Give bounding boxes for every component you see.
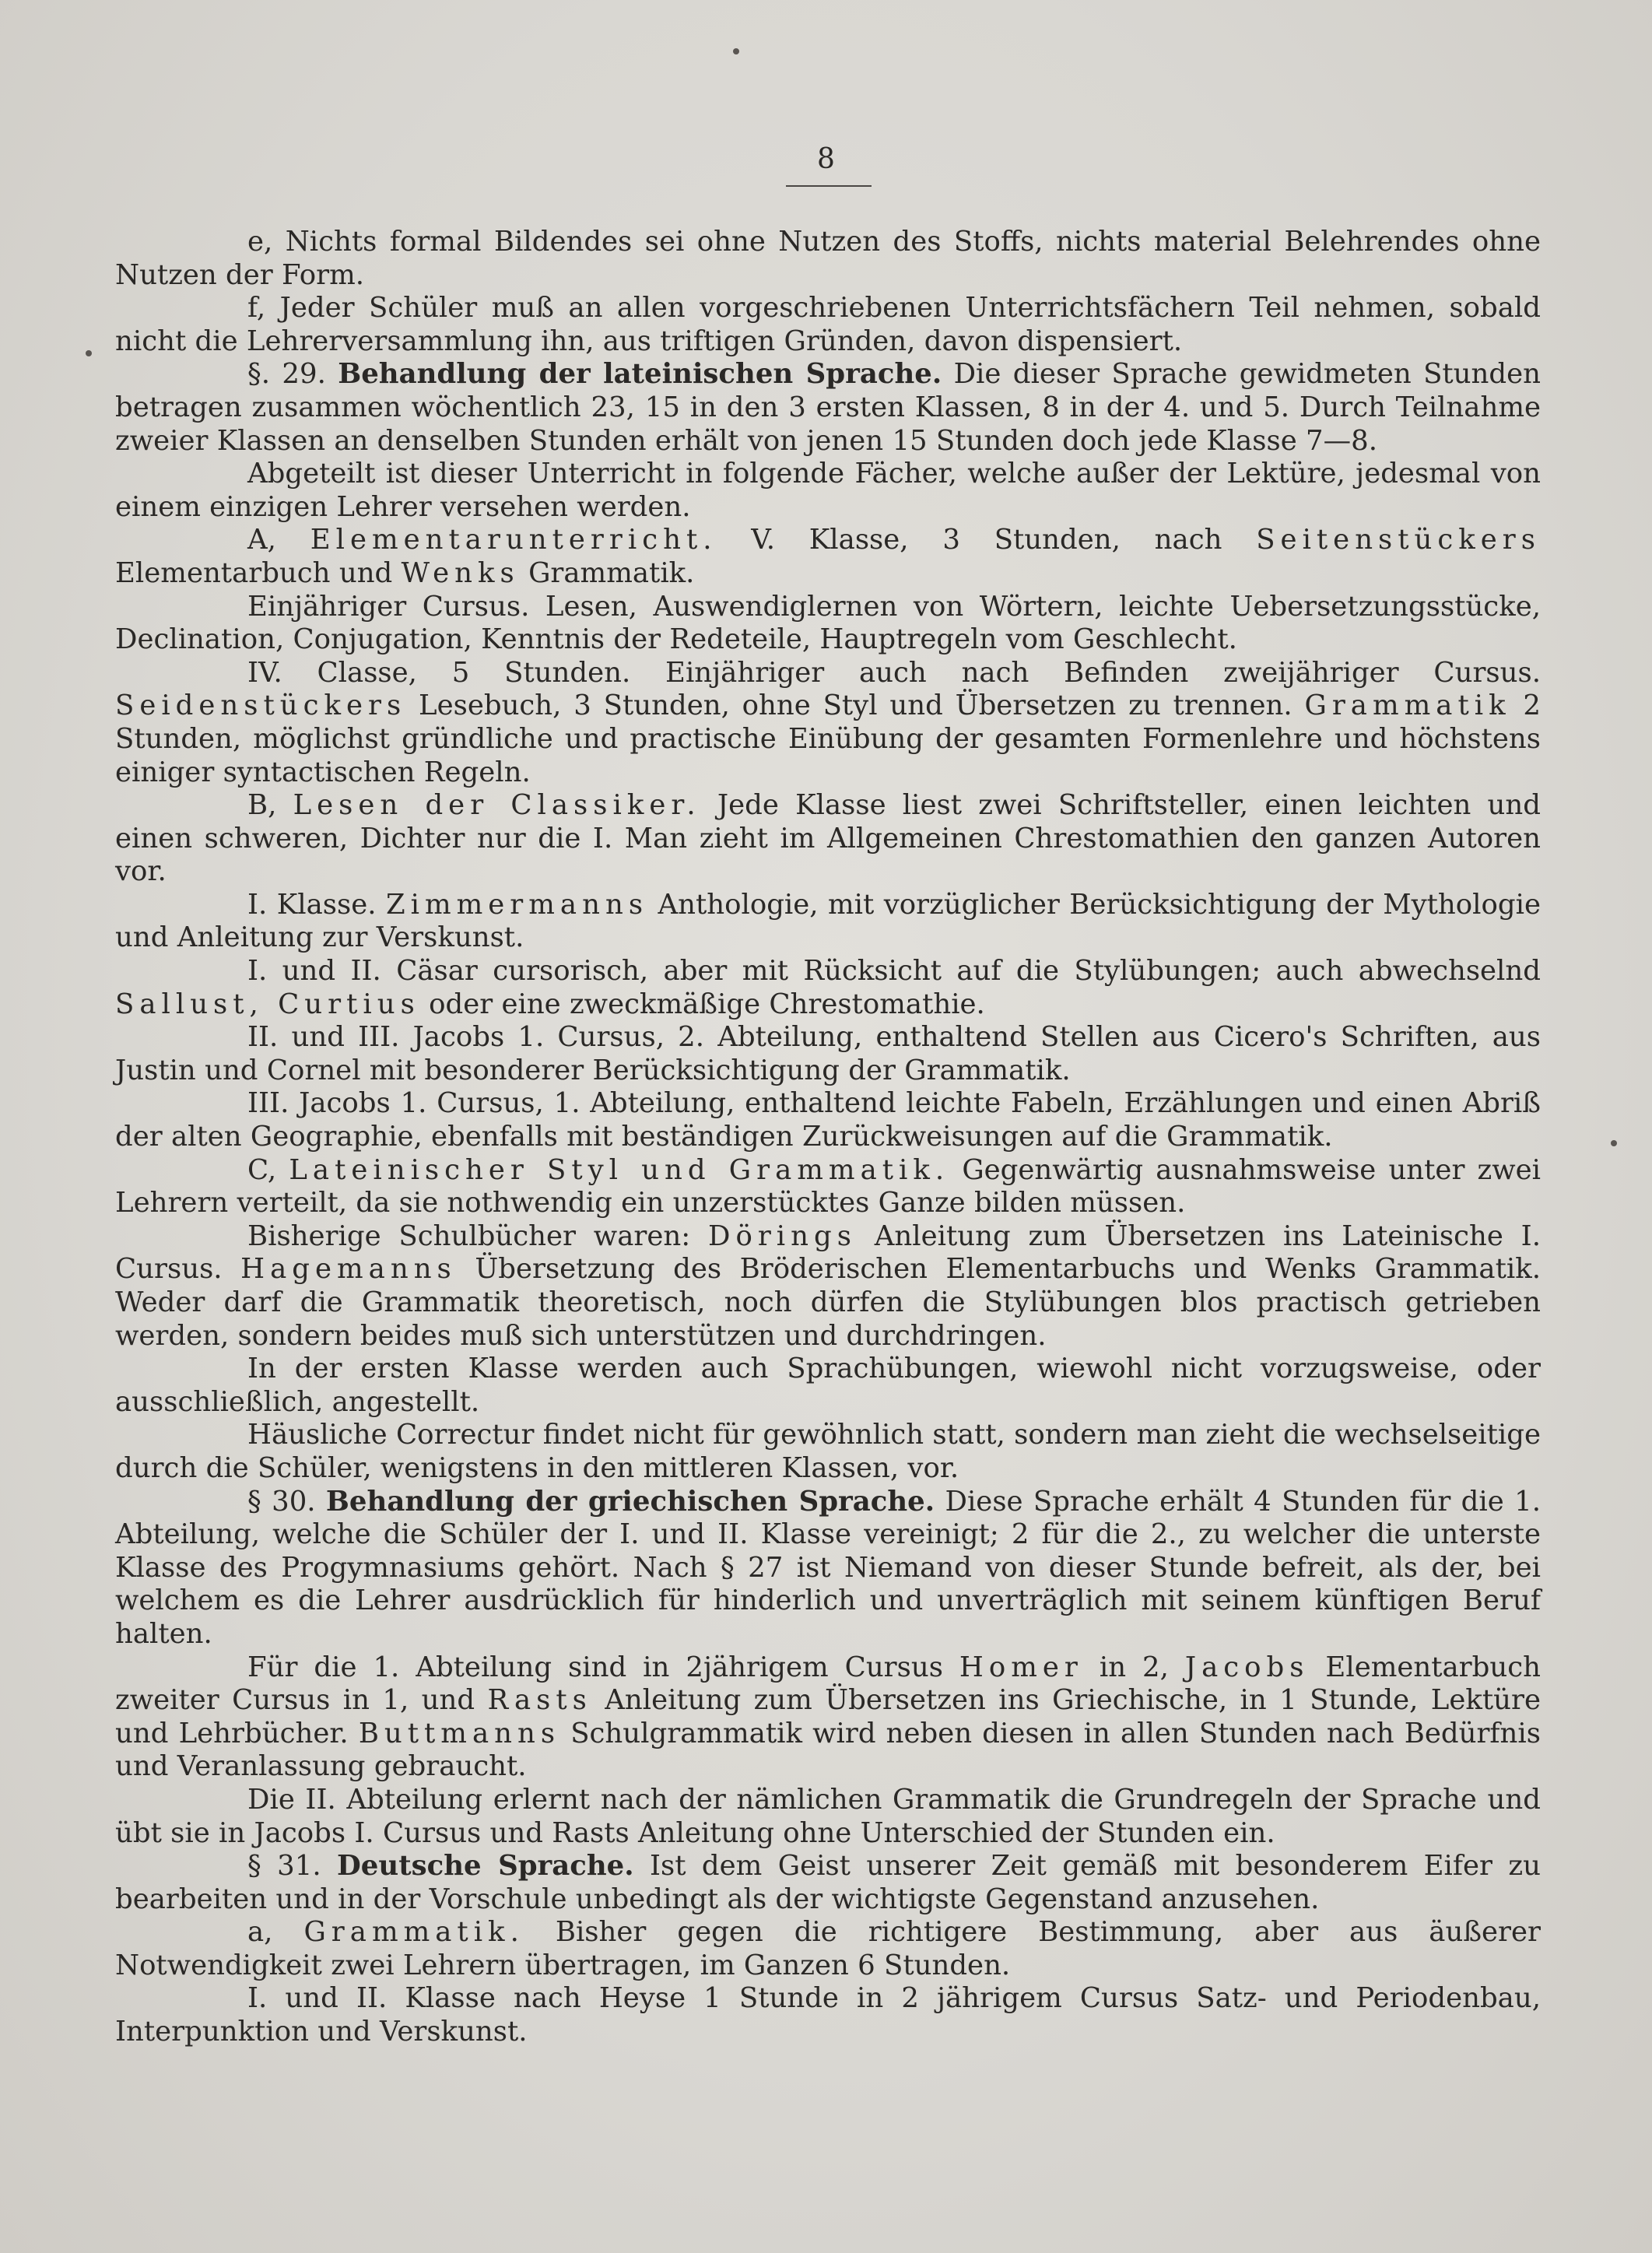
spaced-emphasis: Seitenstückers: [1256, 524, 1541, 556]
spaced-emphasis: Jacobs: [1184, 1651, 1310, 1683]
section-heading: Deutsche Sprache.: [337, 1850, 634, 1883]
paragraph: [115, 1353, 1541, 1419]
text-run: Elementarbuch zweiter Cursus in 1, und: [115, 1651, 1541, 1717]
text-run: Übersetzung des Bröderischen Elementarbuchs und Wenks Grammatik. Weder darf die Grammatik theoretisch, noch dürfen die Stylübungen blos practisch getrieben werden, sondern beides muß sich unterstützen und durchdringen.: [115, 1253, 1541, 1352]
text-run: Gegenwärtig ausnahmsweise unter zwei Lehrern verteilt, da sie nothwendig ein unzerstücktes Ganze bilden müssen.: [115, 1153, 1542, 1219]
paragraph: [115, 458, 1541, 524]
text-run: A,: [247, 524, 310, 556]
spaced-emphasis: Sallust, Curtius: [115, 988, 420, 1020]
paragraph: [115, 1982, 1541, 2048]
text-run: III. Jacobs 1. Cursus, 1. Abteilung, enthaltend leichte Fabeln, Erzählungen und einen Abriß der alten Geographie, ebenfalls mit beständigen Zurückweisungen auf die Grammatik.: [115, 1087, 1541, 1153]
text-run: Grammatik.: [519, 556, 695, 589]
text-run: I. und II. Cäsar cursorisch, aber mit Rücksicht auf die Stylübungen; auch abwechselnd: [247, 955, 1541, 988]
paragraph: [115, 955, 1541, 1021]
paragraph: [115, 1021, 1541, 1087]
print-speck: [86, 350, 92, 356]
page-number-rule: [786, 185, 872, 187]
spaced-emphasis: Seidenstückers: [115, 690, 407, 722]
spaced-emphasis: Homer: [959, 1651, 1083, 1683]
text-run: C,: [247, 1153, 289, 1186]
text-run: § 30.: [247, 1485, 326, 1518]
text-run: Bisher gegen die richtigere Bestimmung, aber aus äußerer Notwendigkeit zwei Lehrern übertragen, im Ganzen 6 Stunden.: [115, 1916, 1542, 1981]
spaced-emphasis: Dörings: [707, 1219, 857, 1252]
paragraph: [115, 1916, 1541, 1982]
paragraph: [115, 292, 1541, 358]
spaced-emphasis: Lateinischer Styl und Grammatik.: [289, 1153, 950, 1186]
paragraph: [115, 1087, 1541, 1153]
paragraph: [115, 524, 1541, 590]
text-run: f, Jeder Schüler muß an allen vorgeschriebenen Unterrichtsfächern Teil nehmen, sobald nicht die Lehrerversammlung ihn, aus triftigen Gründen, davon dispensiert.: [115, 292, 1541, 357]
paragraph: [115, 1784, 1541, 1850]
paragraph: [115, 226, 1541, 292]
text-run: Die dieser Sprache gewidmeten Stunden betragen zusammen wöchentlich 23, 15 in den 3 ersten Klassen, 8 in der 4. und 5. Durch Teilnahme zweier Klassen an denselben Stunden erhält von jenen 15 Stunden doch jede Klasse 7—8.: [115, 358, 1541, 457]
spaced-emphasis: Lesen der Classiker.: [293, 789, 701, 822]
spaced-emphasis: Elementarunterricht.: [310, 524, 717, 556]
page-number: 8: [817, 143, 835, 175]
text-run: 2 Stunden, möglichst gründliche und practische Einübung der gesamten Formenlehre und höchstens einiger syntactischen Regeln.: [115, 690, 1541, 788]
paragraph: [115, 657, 1541, 789]
text-run: V. Klasse, 3 Stunden, nach: [717, 524, 1257, 556]
paragraph: [115, 1850, 1541, 1916]
body-text: [115, 226, 1541, 2049]
section-heading: Behandlung der lateinischen Sprache.: [338, 358, 942, 391]
paragraph: [115, 1220, 1541, 1353]
section-heading: Behandlung der griechischen Sprache.: [325, 1485, 935, 1518]
text-run: Anthologie, mit vorzüglicher Berücksichtigung der Mythologie und Anleitung zur Verskunst.: [115, 888, 1541, 954]
text-run: Schulgrammatik wird neben diesen in allen Stunden nach Bedürfnis und Veranlassung gebraucht.: [115, 1717, 1541, 1783]
text-run: II. und III. Jacobs 1. Cursus, 2. Abteilung, enthaltend Stellen aus Cicero's Schriften, aus Justin und Cornel mit besonderer Berücksichtigung der Grammatik.: [115, 1021, 1541, 1086]
paragraph: [115, 789, 1541, 889]
text-run: Lesebuch, 3 Stunden, ohne Styl und Übersetzen zu trennen.: [406, 690, 1305, 722]
text-run: Jede Klasse liest zwei Schriftsteller, einen leichten und einen schweren, Dichter nur die I. Man zieht im Allgemeinen Chrestomathien den ganzen Autoren vor.: [115, 789, 1541, 888]
text-run: Häusliche Correctur findet nicht für gewöhnlich statt, sondern man zieht die wechselseitige durch die Schüler, wenigstens in den mittleren Klassen, vor.: [115, 1419, 1541, 1484]
text-run: §. 29.: [247, 358, 338, 391]
paragraph: [115, 889, 1541, 955]
text-run: in 2,: [1082, 1651, 1185, 1683]
text-run: Die II. Abteilung erlernt nach der nämlichen Grammatik die Grundregeln der Sprache und übt sie in Jacobs I. Cursus und Rasts Anleitung ohne Unterschied der Stunden ein.: [115, 1783, 1541, 1849]
text-run: Anleitung zum Übersetzen ins Griechische, in 1 Stunde, Lektüre und Lehrbücher.: [115, 1684, 1541, 1749]
spaced-emphasis: Zimmermanns: [385, 888, 649, 921]
text-run: I. und II. Klasse nach Heyse 1 Stunde in 2 jährigem Cursus Satz- und Periodenbau, Interpunktion und Verskunst.: [115, 1982, 1541, 2048]
print-speck: [1611, 1140, 1617, 1146]
text-run: I. Klasse.: [247, 888, 386, 921]
spaced-emphasis: Grammatik: [1304, 690, 1511, 722]
paragraph: [115, 1486, 1541, 1651]
text-run: B,: [247, 789, 293, 822]
text-run: In der ersten Klasse werden auch Sprachübungen, wiewohl nicht vorzugsweise, oder ausschließlich, angestellt.: [115, 1353, 1541, 1418]
text-run: IV. Classe, 5 Stunden. Einjähriger auch nach Befinden zweijähriger Cursus.: [247, 656, 1541, 689]
spaced-emphasis: Buttmanns: [358, 1717, 561, 1749]
text-run: oder eine zweckmäßige Chrestomathie.: [419, 988, 985, 1020]
text-run: Ist dem Geist unserer Zeit gemäß mit besonderem Eifer zu bearbeiten und in der Vorschule unbedingt als der wichtigste Gegenstand anzusehen.: [115, 1850, 1541, 1915]
text-run: Einjähriger Cursus. Lesen, Auswendiglernen von Wörtern, leichte Uebersetzungsstücke, Declination, Conjugation, Kenntnis der Redeteile, Hauptregeln vom Geschlecht.: [115, 590, 1541, 656]
paragraph: [115, 591, 1541, 657]
spaced-emphasis: Grammatik.: [303, 1916, 524, 1949]
spaced-emphasis: Wenks: [401, 556, 520, 589]
text-run: Für die 1. Abteilung sind in 2jährigem Cursus: [247, 1651, 959, 1683]
paragraph: [115, 358, 1541, 458]
text-run: a,: [247, 1916, 304, 1949]
text-run: § 31.: [247, 1850, 338, 1883]
text-run: Diese Sprache erhält 4 Stunden für die 1. Abteilung, welche die Schüler der I. und II. Klasse vereinigt; 2 für die 2., zu welcher die unterste Klasse des Progymnasiums gehört. Nach § 27 ist Niemand von dieser Stunde befreit, als der, bei welchem es die Lehrer ausdrücklich für hinderlich und unverträglich mit seinem künftigen Beruf halten.: [115, 1485, 1541, 1650]
text-run: e, Nichts formal Bildendes sei ohne Nutzen des Stoffs, nichts material Belehrendes ohne Nutzen der Form.: [115, 226, 1541, 291]
spaced-emphasis: Hagemanns: [240, 1253, 457, 1286]
paragraph: [115, 1651, 1541, 1784]
paragraph: [115, 1419, 1541, 1485]
text-run: Elementarbuch und: [115, 556, 402, 589]
text-run: Bisherige Schulbücher waren:: [247, 1219, 708, 1252]
print-speck: [733, 48, 739, 54]
spaced-emphasis: Rasts: [487, 1684, 592, 1717]
text-run: Anleitung zum Übersetzen ins Lateinische I. Cursus.: [115, 1219, 1541, 1286]
text-run: Abgeteilt ist dieser Unterricht in folgende Fächer, welche außer der Lektüre, jedesmal von einem einzigen Lehrer versehen werden.: [115, 458, 1541, 523]
paragraph: [115, 1154, 1541, 1220]
